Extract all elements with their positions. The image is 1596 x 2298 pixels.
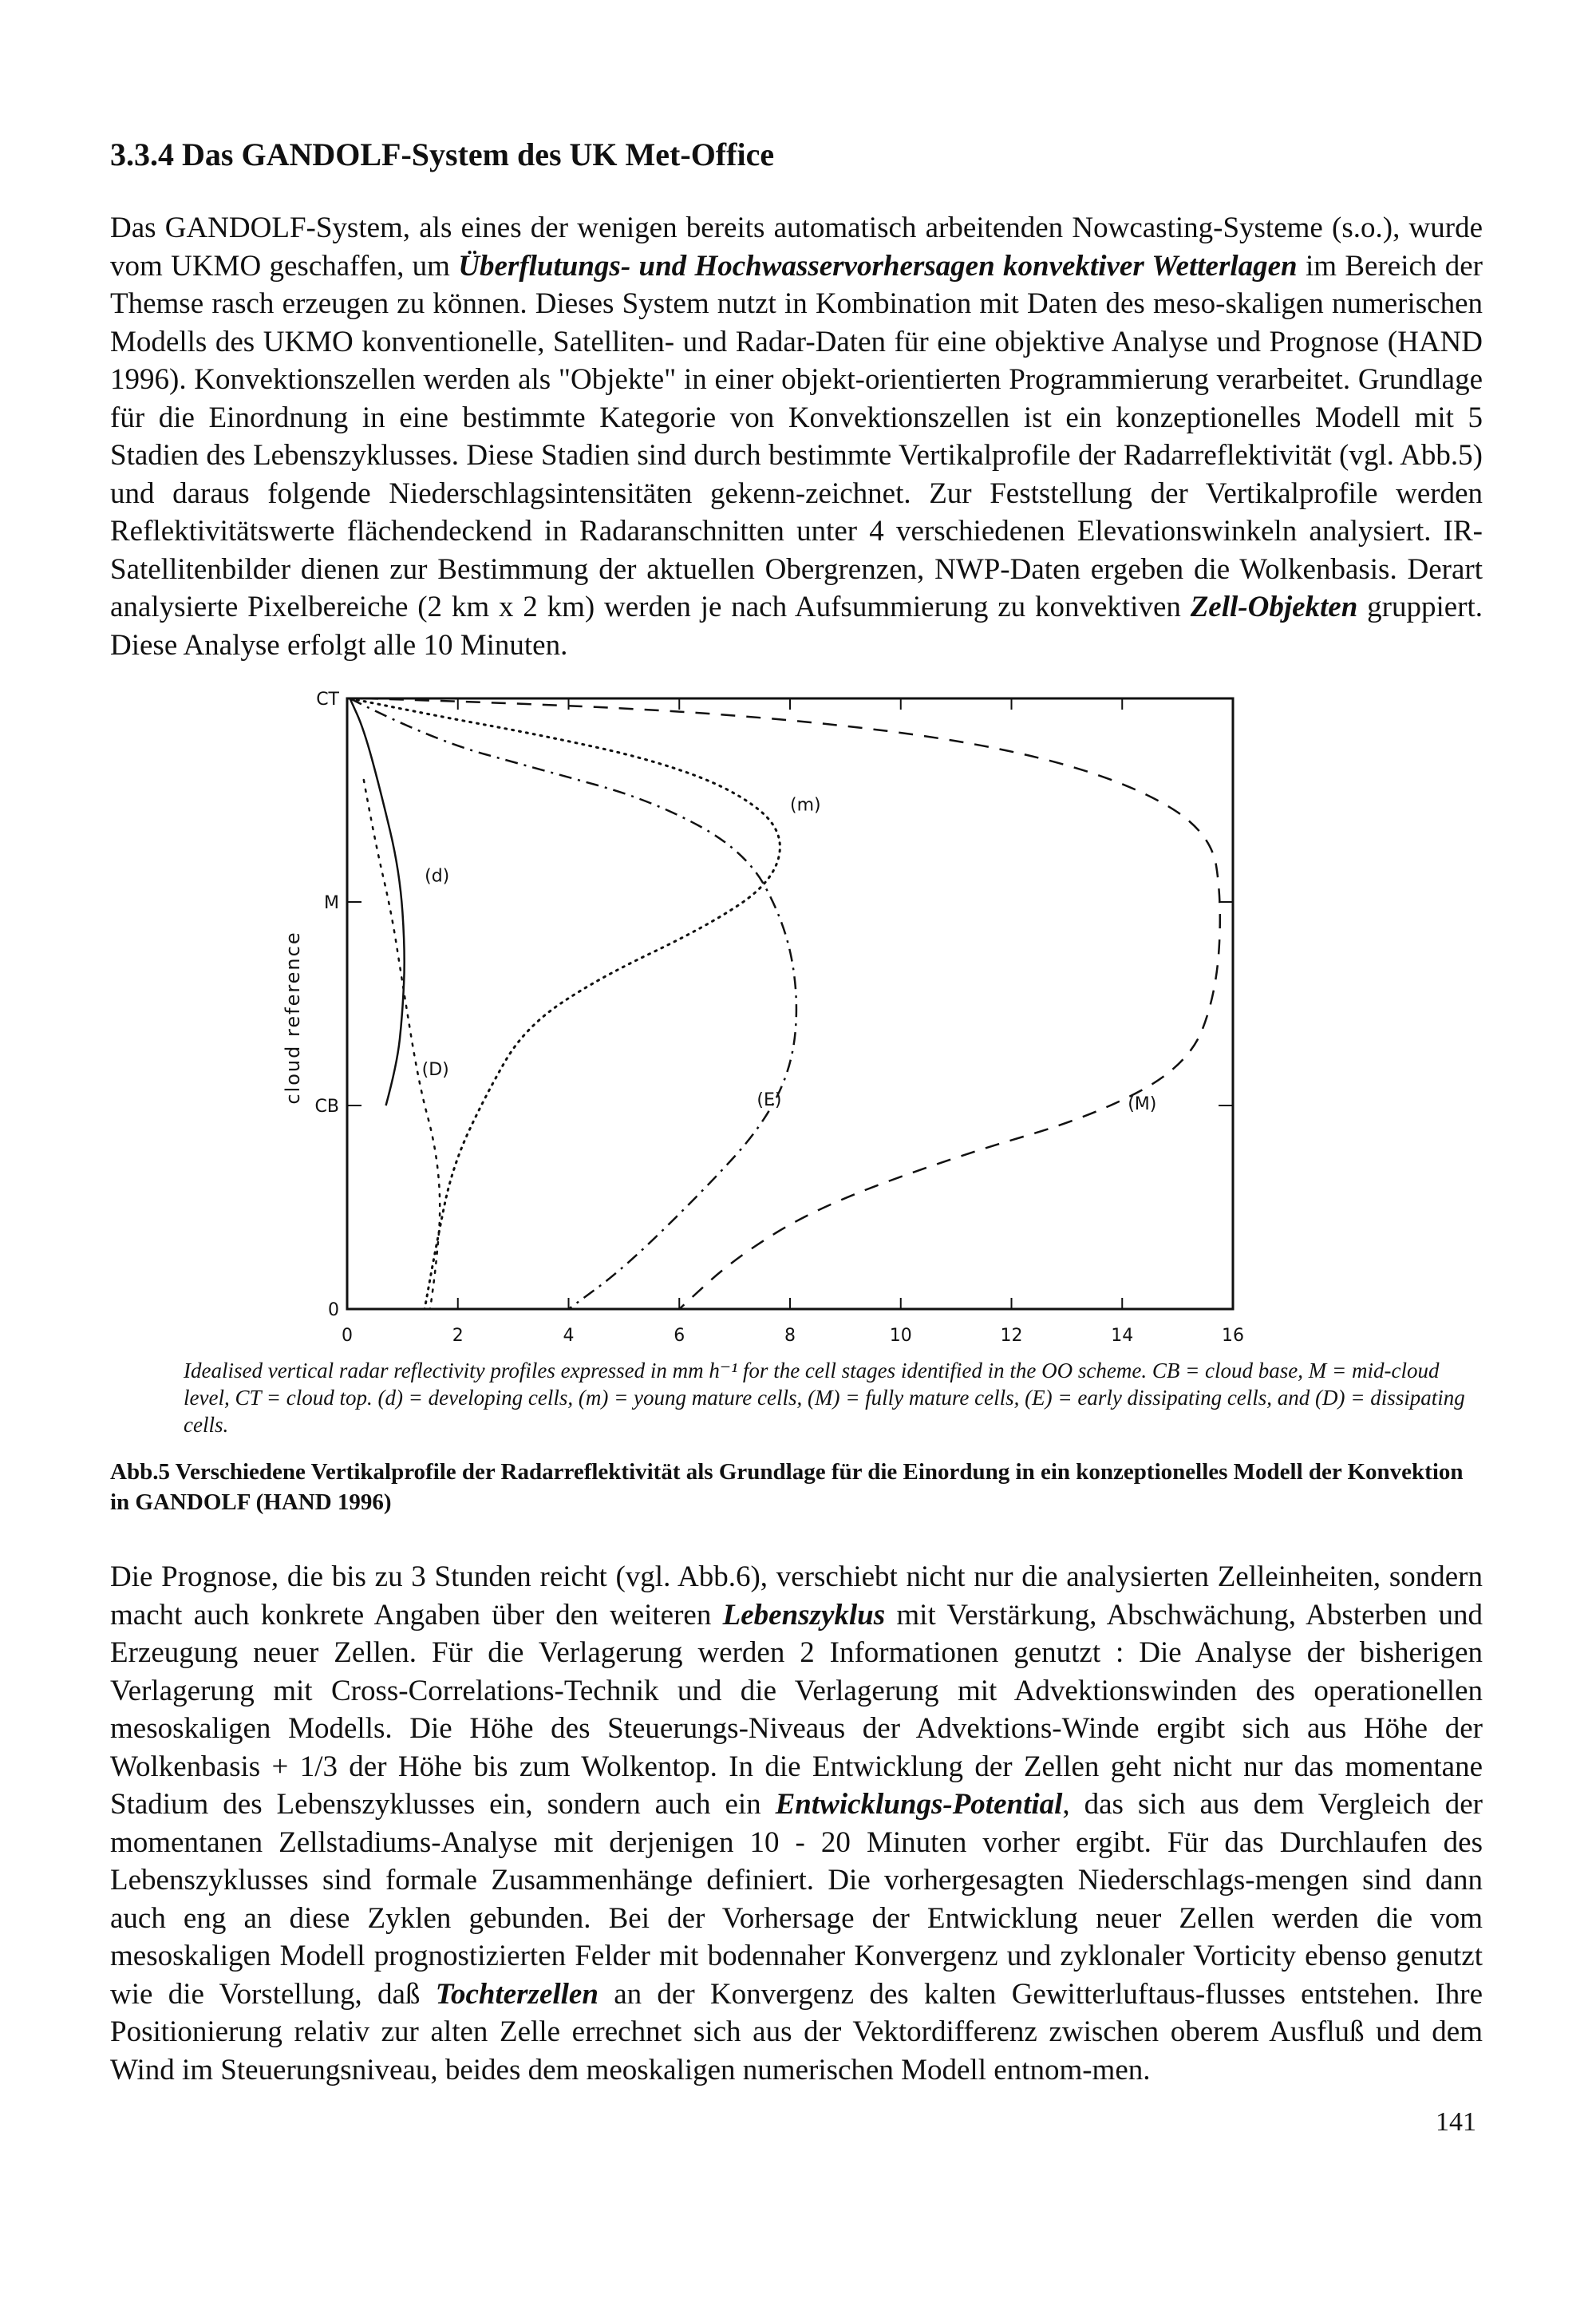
curve-E-upper xyxy=(364,780,440,1309)
chart-axes xyxy=(315,690,1244,1346)
plot-frame xyxy=(347,698,1233,1309)
para1-text-2: im Bereich der Themse rasch erzeugen zu können. Dieses System nutzt in Kombination mit Daten des meso-skaligen numerischen Modells des UKMO konventionelle, Satelliten- und Radar-Daten für eine objektive Analyse und Prognose (HAND 1996). Konvektionszellen werden als "Objekte" in einer objekt-orientierten Programmierung verarbeitet. Grundlage für die Einordnung in eine bestimmte Kategorie von Konvektionszellen ist ein konzeptionelles Modell mit 5 Stadien des Lebenszyklusses. Diese Stadien sind durch bestimmte Vertikalprofile der Radarreflektivität (vgl. Abb.5) und daraus folgende Niederschlagsintensitäten gekenn-zeichnet. Zur Feststellung der Vertikalprofile werden Reflektivitätswerte flächendeckend in Radaranschnitten unter 4 verschiedenen Elevationswinkeln analysiert. IR-Satellitenbilder dienen zur Bestimmung der aktuellen Obergrenzen, NWP-Daten ergeben die Wolkenbasis. Derart analysierte Pixelbereiche (2 km x 2 km) werden je nach Aufsummierung zu konvektiven xyxy=(110,249,1483,623)
para2-text-1: Die Prognose, die bis zu 3 Stunden reicht (vgl. Abb.6), verschiebt nicht nur die analysierten Zelleinheiten, sondern macht auch konkrete Angaben über den weiteren xyxy=(110,1560,1483,1632)
curve-label-E: (E) xyxy=(757,1090,782,1110)
curve-label-d: (d) xyxy=(425,866,450,887)
chart-curves xyxy=(350,698,1219,1309)
figure-caption-german: Abb.5 Verschiedene Vertikalprofile der Radarreflektivität als Grundlage für die Einordung in ein konzeptionelles Modell der Konvektion in GANDOLF (HAND 1996) xyxy=(110,1459,1464,1515)
x-tick-label-10: 10 xyxy=(889,1326,912,1346)
x-tick-label-16: 16 xyxy=(1222,1326,1244,1346)
section-heading: 3.3.4 Das GANDOLF-System des UK Met-Office xyxy=(110,136,775,172)
page-number: 141 xyxy=(1436,2107,1476,2137)
curve-m-lower xyxy=(350,698,780,1309)
x-tick-label-2: 2 xyxy=(452,1326,464,1346)
forecast-paragraph xyxy=(110,1558,1483,2089)
figure-caption-english: Idealised vertical radar reflectivity profiles expressed in mm h⁻¹ for the cell stages identified in the OO scheme. CB = cloud base, M = mid-cloud level, CT = cloud top. (d) = developing cells, (m) = young mature cells, (M) = fully mature cells, (E) = early dissipating cells, and (D) = dissipating cells. xyxy=(184,1359,1465,1437)
curve-D-upper xyxy=(350,698,796,1309)
para1-emphasis-2: Zell-Objekten xyxy=(1190,591,1358,623)
para2-emphasis-1: Lebenszyklus xyxy=(722,1598,886,1632)
x-tick-label-14: 14 xyxy=(1111,1326,1134,1346)
para1-emphasis-1: Überflutungs- und Hochwasservorhersagen konvektiver Wetterlagen xyxy=(458,249,1298,283)
para2-text-4: an der Konvergenz des kalten Gewitterluftaus-flusses entstehen. Ihre Positionierung relativ zur alten Zelle errechnet sich aus der Vektordifferenz zwischen oberem Ausfluß und dem Wind im Steuerungsniveau, beides dem meoskaligen numerischen Modell entnom-men. xyxy=(110,1977,1483,2086)
curve-label-m: (m) xyxy=(790,795,821,816)
x-tick-label-12: 12 xyxy=(1000,1326,1023,1346)
para2-emphasis-3: Tochterzellen xyxy=(435,1977,598,2011)
curve-label-M: (M) xyxy=(1128,1094,1157,1115)
x-tick-label-8: 8 xyxy=(784,1326,796,1346)
y-tick-label-2: M xyxy=(324,893,339,913)
reflectivity-profile-chart xyxy=(263,682,1317,1353)
y-tick-label-0: 0 xyxy=(328,1300,339,1320)
x-tick-label-0: 0 xyxy=(342,1326,353,1346)
para2-emphasis-2: Entwicklungs-Potential xyxy=(775,1788,1063,1821)
intro-paragraph xyxy=(110,209,1483,664)
para1-text-1: Das GANDOLF-System, als eines der wenigen bereits automatisch arbeitenden Nowcasting-Systeme (s.o.), wurde vom UKMO geschaffen, um xyxy=(110,212,1483,283)
para2-text-2: mit Verstärkung, Abschwächung, Absterben und Erzeugung neuer Zellen. Für die Verlagerung werden 2 Informationen genutzt : Die Analyse der bisherigen Verlagerung mit Cross-Correlations-Technik und die Verlagerung mit Advektionswinden des operationellen mesoskaligen Modells. Die Höhe des Steuerungs-Niveaus der Advektions-Winde ergibt sich aus Höhe der Wolkenbasis + 1/3 der Höhe bis zum Wolkentop. In die Entwicklung der Zellen geht nicht nur das momentane Stadium des Lebenszyklusses ein, sondern auch ein xyxy=(110,1598,1483,1821)
y-tick-label-3: CT xyxy=(316,690,339,710)
x-tick-label-6: 6 xyxy=(674,1326,685,1346)
para1-text-3: gruppiert. Diese Analyse erfolgt alle 10 Minuten. xyxy=(110,591,1483,662)
curve-label-D: (D) xyxy=(421,1059,449,1080)
x-tick-label-4: 4 xyxy=(563,1326,575,1346)
chart-y-axis-label: cloud reference xyxy=(282,931,304,1105)
y-tick-label-1: CB xyxy=(314,1097,339,1117)
curve-M-upper xyxy=(364,698,1220,1309)
para2-text-3: , das sich aus dem Vergleich der momentanen Zellstadiums-Analyse mit derjenigen 10 - 20 Minuten vorher ergibt. Für das Durchlaufen des Lebenszyklusses sind formale Zusammenhänge definiert. Die vorhergesagten Niederschlags-mengen sind dann auch eng an diese Zyklen gebunden. Bei der Vorhersage der Entwicklung neuer Zellen werden die vom mesoskaligen Modell prognostizierten Felder mit bodennaher Konvergenz und zyklonaler Vorticity ebenso genutzt wie die Vorstellung, daß xyxy=(110,1788,1483,2011)
